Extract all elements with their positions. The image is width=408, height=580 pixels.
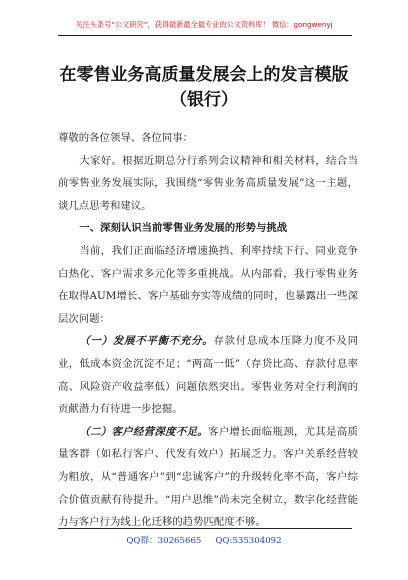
point-2-label: （二）客户经营深度不足。	[79, 425, 209, 438]
point-2-paragraph	[58, 421, 358, 534]
section-1-paragraph: 当前，我们正面临经济增速换挡、利率持续下行、同业竞争白热化、客户需求多元化等多重挑战。从内部看，我行零售业务在取得AUM增长、客户基础夯实等成绩的同时，也暴露出一些深层次问题：	[58, 244, 358, 325]
footer-divider	[58, 528, 352, 529]
document-title: 在零售业务高质量发展会上的发言模版	[59, 65, 349, 85]
salutation: 尊敬的各位领导、各位同事：	[58, 132, 194, 144]
footer	[0, 534, 408, 546]
point-1-paragraph	[58, 330, 358, 420]
document-subtitle: （银行）	[170, 90, 238, 110]
header-divider	[58, 35, 352, 36]
section-heading-1: 一、深刻认识当前零售业务发展的形势与挑战	[79, 222, 288, 235]
footer-qq-group: QQ群：30265665	[126, 536, 202, 546]
point-1-label: （一）发展不平衡不充分。	[79, 335, 214, 348]
intro-paragraph: 大家好。根据近期总分行系列会议精神和相关材料，结合当前零售业务发展实际，我围绕“零售业务高质量发展”这一主题，谈几点思考和建议。	[58, 154, 358, 212]
point-2-text: 客户增长面临瓶颈，尤其是高质量客群（如私行客户、代发有效户）拓展乏力。客户关系经营较为粗放，从“普通客户”到“忠诚客户”的升级转化率不高，客户综合价值贡献有待提升。“用户思维”尚未完全树立，数字化经营能力与客户行为线上化迁移的趋势匹配度不够。	[58, 425, 358, 529]
document-body	[58, 127, 358, 534]
footer-qq-number: QQ:535304092	[215, 536, 282, 546]
point-1-text: 存款付息成本压降力度不及同业，低成本资金沉淀不足；“两高一低”（存贷比高、存款付息率高、风险资产收益率低）问题依然突出。零售业务对全行利润的贡献潜力有待进一步挖掘。	[58, 335, 359, 416]
header-note: 关注头条号“公文研究”，获得最新最全最专业的公文资料库！ 微信：gongwenyj	[75, 20, 333, 29]
